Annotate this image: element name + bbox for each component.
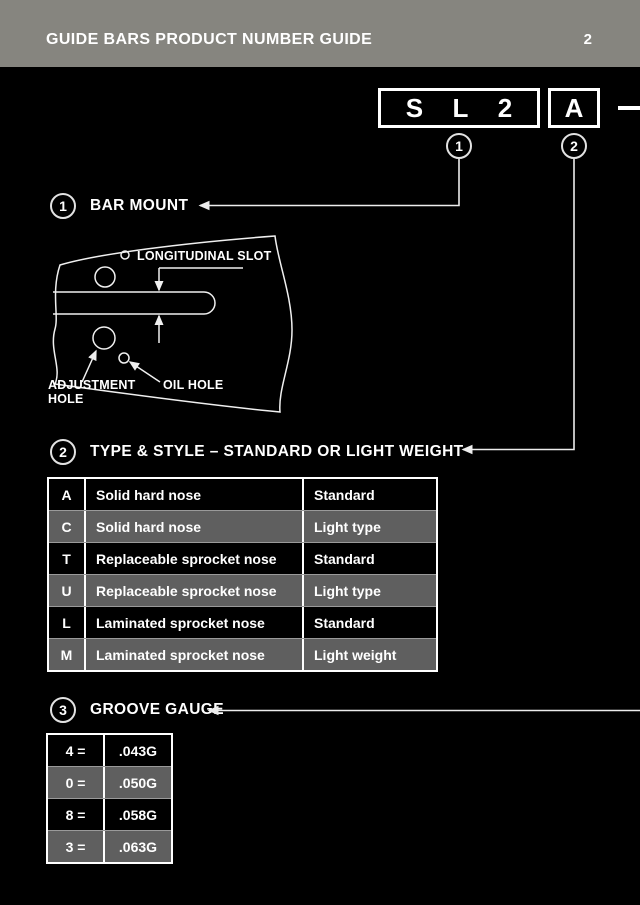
section-number-badge: 1 [50, 193, 76, 219]
type-code-cell: M [60, 646, 73, 663]
type-style-cell: Standard [302, 543, 436, 574]
type-style-cell: Standard [302, 479, 436, 510]
section-heading-bar-mount [50, 193, 188, 219]
mount-bolt-hole [95, 267, 115, 287]
table-row [49, 638, 436, 670]
oil-hole-label: OIL HOLE [163, 378, 224, 392]
longitudinal-slot-shape [53, 292, 215, 314]
type-style-cell: Light type [302, 575, 436, 606]
product-code-box-main [378, 88, 540, 128]
product-code-letter: A [564, 92, 584, 123]
product-code-box-suffix [548, 88, 600, 128]
section-title: BAR MOUNT [90, 197, 189, 214]
table-row [48, 830, 171, 862]
connector-pointer2-to-type-style [463, 159, 574, 450]
page-title: GUIDE BARS PRODUCT NUMBER GUIDE [46, 31, 373, 48]
product-code-letter: 2 [497, 92, 513, 123]
type-style-table [47, 477, 438, 672]
type-code-cell: A [61, 486, 72, 503]
type-description-cell: Laminated sprocket nose [84, 607, 302, 638]
table-row [48, 798, 171, 830]
section-title: GROOVE GAUGE [90, 701, 224, 718]
product-code-letter: S [405, 92, 424, 123]
section-heading-groove-gauge [50, 697, 224, 723]
gauge-value-cell: .058G [103, 799, 171, 830]
table-row [49, 479, 436, 510]
section-number-badge: 2 [50, 439, 76, 465]
gauge-code-cell: 4 = [65, 742, 86, 759]
small-top-hole [121, 251, 129, 259]
section-heading-type-style [50, 439, 464, 465]
connector-pointer1-to-bar-mount [200, 159, 459, 206]
continuation-dash [618, 106, 640, 110]
gauge-code-cell: 0 = [65, 774, 86, 791]
pointer-circle-2: 2 [561, 133, 587, 159]
type-code-cell: L [62, 614, 71, 631]
adjustment-hole-label: ADJUSTMENT HOLE [48, 378, 136, 406]
table-row [49, 574, 436, 606]
type-code-cell: T [62, 550, 71, 567]
type-description-cell: Solid hard nose [84, 479, 302, 510]
gauge-code-cell: 3 = [65, 838, 86, 855]
table-row [49, 606, 436, 638]
page-number: 2 [583, 31, 592, 48]
groove-gauge-table [46, 733, 173, 864]
gauge-code-cell: 8 = [65, 806, 86, 823]
pointer-circle-1: 1 [446, 133, 472, 159]
section-title: TYPE & STYLE – STANDARD OR LIGHT WEIGHT [90, 443, 464, 460]
gauge-value-cell: .050G [103, 767, 171, 798]
product-code-letter: L [452, 92, 469, 123]
type-code-cell: U [61, 582, 72, 599]
type-code-cell: C [61, 518, 72, 535]
type-description-cell: Laminated sprocket nose [84, 639, 302, 670]
gauge-value-cell: .043G [103, 735, 171, 766]
type-style-cell: Light type [302, 511, 436, 542]
type-description-cell: Solid hard nose [84, 511, 302, 542]
table-row [49, 542, 436, 574]
type-description-cell: Replaceable sprocket nose [84, 543, 302, 574]
longitudinal-slot-label: LONGITUDINAL SLOT [137, 249, 272, 263]
type-style-cell: Standard [302, 607, 436, 638]
table-row [49, 510, 436, 542]
gauge-value-cell: .063G [103, 831, 171, 862]
section-number-badge: 3 [50, 697, 76, 723]
table-row [48, 735, 171, 766]
table-row [48, 766, 171, 798]
oil-hole [119, 353, 129, 363]
type-style-cell: Light weight [302, 639, 436, 670]
page-header-bar [0, 0, 640, 67]
adjustment-hole [93, 327, 115, 349]
type-description-cell: Replaceable sprocket nose [84, 575, 302, 606]
